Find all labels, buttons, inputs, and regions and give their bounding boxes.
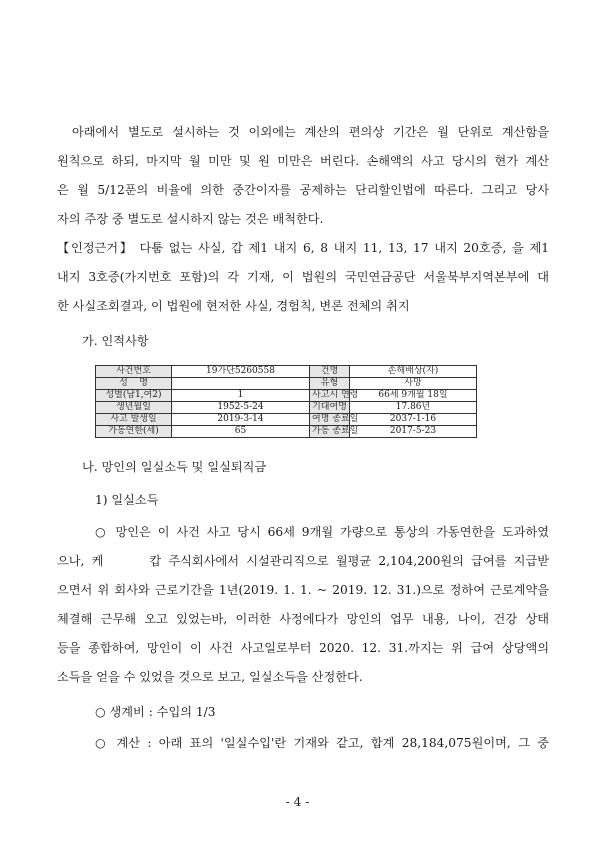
table-cell: 65 — [172, 426, 310, 438]
page-number: - 4 - — [285, 795, 310, 809]
table-cell: 유형 — [310, 378, 350, 390]
table-row — [96, 390, 477, 402]
table-cell: 성별(남1,여2) — [96, 390, 172, 402]
table-row — [96, 366, 477, 378]
table-cell: 사고시 연령 — [310, 390, 350, 402]
table-row — [96, 402, 477, 414]
para3-line2 — [57, 553, 549, 569]
table-cell: 사고 발생일 — [96, 414, 172, 426]
bullet-calculation: ○ 계산 : 아래 표의 '일실수입'란 기재와 같고, 합계 28,184,075원이며, 그 중 — [95, 736, 549, 750]
table-cell: 손해배상(자) — [350, 366, 477, 378]
para1-line4: 자의 주장 중 별도로 설시하지 않는 것은 배척한다. — [57, 212, 324, 226]
table-cell: 66세 9개월 18일 — [350, 390, 477, 402]
para3-line4: 체결해 근무해 오고 있었는바, 이러한 사정에다가 망인의 업무 내용, 나이, 건강 상태 — [57, 612, 549, 626]
para3-line2-start: 으나, 케 — [57, 554, 104, 568]
table-cell: 가동 종료일 — [310, 426, 350, 438]
para1-line2: 원칙으로 하되, 마지막 월 미만 및 원 미만은 버린다. 손해액의 사고 당시의 현가 계산 — [57, 154, 549, 168]
table-cell: 생년월일 — [96, 402, 172, 414]
para3-line1: ○ 망인은 이 사건 사고 당시 66세 9개월 가량으로 통상의 가동연한을 도과하였 — [95, 525, 549, 539]
table-cell: 2037-1-16 — [350, 414, 477, 426]
table-cell: 17.86년 — [350, 402, 477, 414]
table-cell: 1952-5-24 — [172, 402, 310, 414]
para3-line6: 소득을 얻을 수 있었을 것으로 보고, 일실소득을 산정한다. — [57, 670, 363, 684]
table-cell — [172, 378, 310, 390]
heading-personal-info: 가. 인적사항 — [82, 334, 149, 348]
para1-line1: 아래에서 별도로 설시하는 것 이외에는 계산의 편의상 기간은 월 단위로 계산함을 — [72, 125, 549, 139]
para3-line2-end: 캅 주식회사에서 시설관리직으로 월평균 2,104,200원의 급여를 지급받 — [149, 554, 549, 568]
table-cell: 건명 — [310, 366, 350, 378]
para1-line3: 은 월 5/12푼의 비율에 의한 중간이자를 공제하는 단리할인법에 따른다. 그리고 당사 — [57, 183, 549, 197]
table-cell: 여명 종료일 — [310, 414, 350, 426]
table-row — [96, 426, 477, 438]
table-cell: 기대여명 — [310, 402, 350, 414]
table-cell: 19가단5260558 — [172, 366, 310, 378]
para3-line3: 으면서 위 회사와 근로기간을 1년(2019. 1. 1. ~ 2019. 12. 31.)으로 정하여 근로계약을 — [57, 583, 549, 597]
table-cell: 2019-3-14 — [172, 414, 310, 426]
table-cell: 사망 — [350, 378, 477, 390]
table-cell: 2017-5-23 — [350, 426, 477, 438]
para2-line1: 【인정근거】 다툼 없는 사실, 갑 제1 내지 6, 8 내지 11, 13, 17 내지 20호증, 을 제1 — [57, 241, 549, 255]
para2-line2: 내지 3호증(가지번호 포함)의 각 기재, 이 법원의 국민연금공단 서울북부지역본부에 대 — [57, 270, 549, 284]
para2-line3: 한 사실조회결과, 이 법원에 현저한 사실, 경험칙, 변론 전체의 취지 — [57, 299, 410, 313]
heading-lost-income: 나. 망인의 일실소득 및 일실퇴직금 — [82, 460, 267, 474]
bullet-living-cost: ○ 생계비 : 수입의 1/3 — [95, 705, 216, 719]
table-row — [96, 414, 477, 426]
table-cell: 사건번호 — [96, 366, 172, 378]
table-cell: 가동연한(세) — [96, 426, 172, 438]
para3-line5: 등을 종합하여, 망인이 이 사건 사고일로부터 2020. 12. 31.까지는 위 급여 상당액의 — [57, 641, 549, 655]
table-row — [96, 378, 477, 390]
table-cell: 1 — [172, 390, 310, 402]
table-cell: 성 명 — [96, 378, 172, 390]
personal-info-table — [95, 365, 477, 438]
heading-lost-earnings: 1) 일실소득 — [95, 493, 159, 507]
